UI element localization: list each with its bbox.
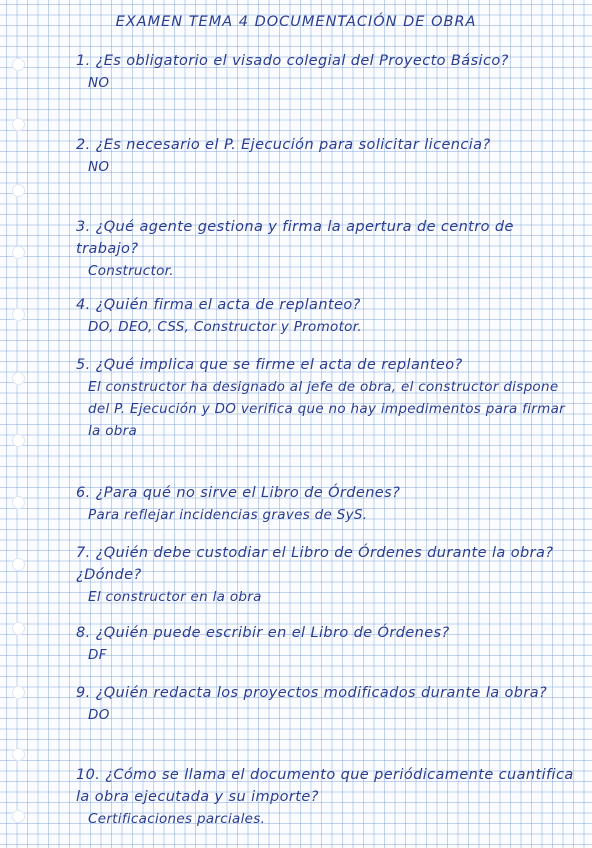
page-title: EXAMEN TEMA 4 DOCUMENTACIÓN DE OBRA (115, 14, 477, 30)
answer-text: Constructor. (88, 263, 174, 279)
question-block (76, 542, 576, 608)
question-text: 4. ¿Quién firma el acta de replanteo? (76, 297, 361, 313)
binder-hole (12, 246, 25, 259)
question-text: 3. ¿Qué agente gestiona y firma la apertura de centro de trabajo? (76, 219, 514, 257)
question-block (76, 294, 576, 338)
binder-hole (12, 58, 25, 71)
binder-hole (12, 308, 25, 321)
answer-text: Para reflejar incidencias graves de SyS. (88, 507, 368, 523)
question-text: 10. ¿Cómo se llama el documento que periódicamente cuantifica la obra ejecutada y su importe? (76, 767, 574, 805)
question-text: 5. ¿Qué implica que se firme el acta de replanteo? (76, 357, 463, 373)
question-block (76, 354, 576, 442)
question-text: 2. ¿Es necesario el P. Ejecución para solicitar licencia? (76, 137, 491, 153)
binder-hole (12, 434, 25, 447)
question-text: 8. ¿Quién puede escribir en el Libro de Órdenes? (76, 625, 450, 641)
binder-hole (12, 622, 25, 635)
answer-text: El constructor en la obra (88, 589, 262, 605)
binder-hole (12, 748, 25, 761)
binder-hole (12, 810, 25, 823)
question-text: 7. ¿Quién debe custodiar el Libro de Órdenes durante la obra? ¿Dónde? (76, 545, 554, 583)
question-block (76, 622, 576, 666)
binder-hole (12, 184, 25, 197)
binder-hole (12, 496, 25, 509)
question-block (76, 764, 576, 830)
question-block (76, 482, 576, 526)
question-block (76, 50, 576, 94)
binder-hole (12, 686, 25, 699)
question-block (76, 216, 576, 282)
answer-text: DF (88, 647, 107, 663)
answer-text: NO (88, 75, 110, 91)
binder-hole (12, 372, 25, 385)
binder-hole (12, 558, 25, 571)
binder-hole (12, 118, 25, 131)
answer-text: El constructor ha designado al jefe de obra, el constructor dispone del P. Ejecución y DO verifica que no hay impedimentos para firmar la obra (88, 379, 566, 439)
question-block (76, 682, 576, 726)
answer-text: DO, DEO, CSS, Constructor y Promotor. (88, 319, 362, 335)
question-block (76, 134, 576, 178)
answer-text: DO (88, 707, 110, 723)
question-text: 9. ¿Quién redacta los proyectos modificados durante la obra? (76, 685, 548, 701)
question-text: 6. ¿Para qué no sirve el Libro de Órdenes? (76, 485, 401, 501)
answer-text: NO (88, 159, 110, 175)
question-text: 1. ¿Es obligatorio el visado colegial del Proyecto Básico? (76, 53, 509, 69)
answer-text: Certificaciones parciales. (88, 811, 266, 827)
